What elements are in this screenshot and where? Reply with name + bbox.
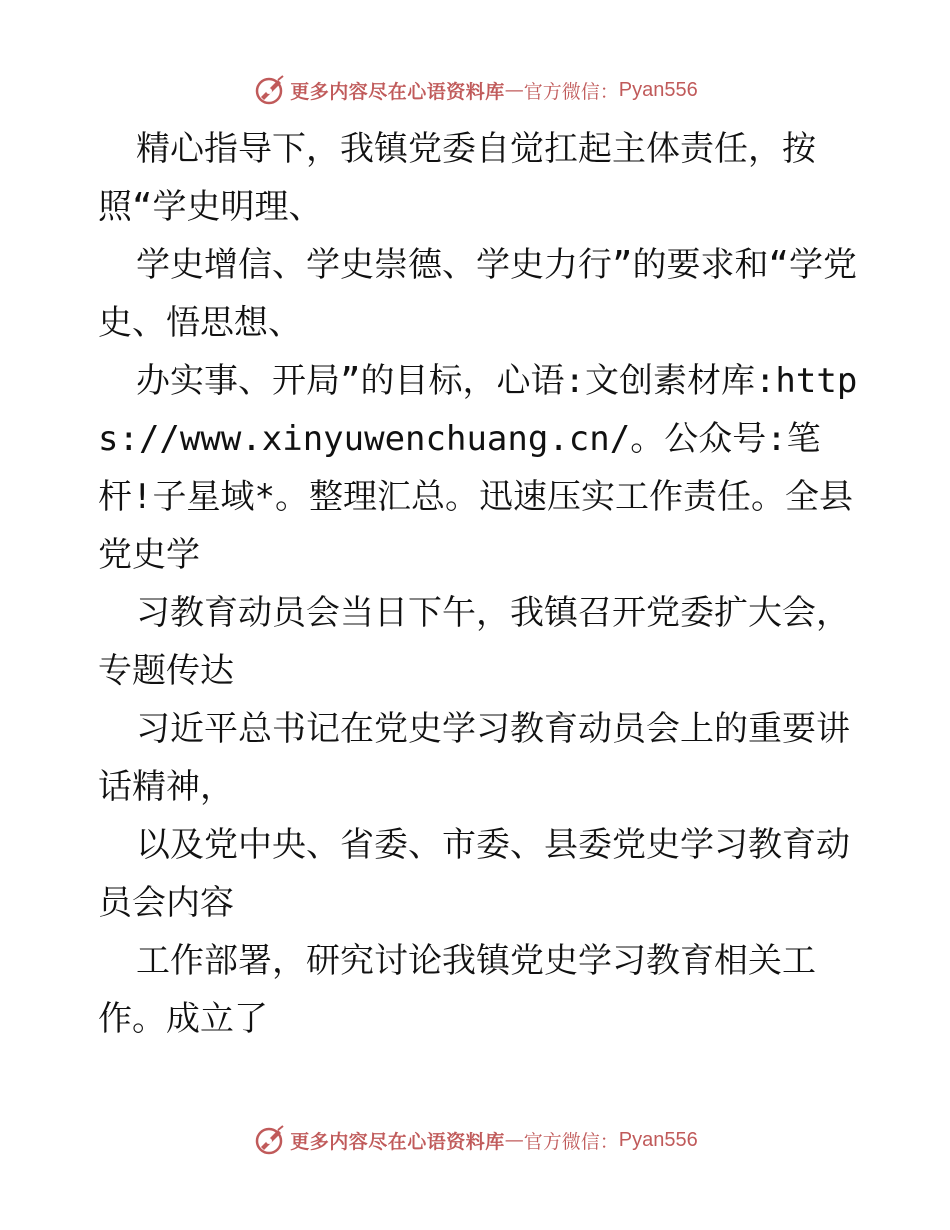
paragraph: 办实事、开局”的目标，心语:文创素材库:https://www.xinyuwenchuang.cn/。公众号:笔杆!子星域*。整理汇总。迅速压实工作责任。全县党史学 xyxy=(98,361,858,575)
banner-separator: — xyxy=(504,1129,524,1151)
paragraph: 工作部署，研究讨论我镇党史学习教育相关工作。成立了 xyxy=(98,941,816,1039)
paragraph: 习教育动员会当日下午，我镇召开党委扩大会，专题传达 xyxy=(98,593,850,691)
banner-wechat-id: Pyan556 xyxy=(618,1128,698,1151)
document-body xyxy=(98,120,858,1048)
banner-brand: 更多内容尽在心语资料库 xyxy=(290,80,505,103)
paragraph: 精心指导下，我镇党委自觉扛起主体责任，按照“学史明理、 xyxy=(98,129,816,227)
quill-pen-logo-icon xyxy=(252,1123,286,1157)
quill-pen-logo-icon xyxy=(252,73,286,107)
banner-separator: — xyxy=(504,79,524,101)
banner-wechat-id: Pyan556 xyxy=(618,78,698,101)
header-banner xyxy=(0,72,950,108)
paragraph: 习近平总书记在党史学习教育动员会上的重要讲话精神， xyxy=(98,709,850,807)
banner-wechat-label: 官方微信： xyxy=(523,80,619,103)
footer-banner xyxy=(0,1122,950,1158)
banner-wechat-label: 官方微信： xyxy=(523,1130,619,1153)
paragraph: 学史增信、学史崇德、学史力行”的要求和“学党史、悟思想、 xyxy=(98,245,857,343)
banner-brand: 更多内容尽在心语资料库 xyxy=(290,1130,505,1153)
paragraph: 以及党中央、省委、市委、县委党史学习教育动员会内容 xyxy=(98,825,850,923)
